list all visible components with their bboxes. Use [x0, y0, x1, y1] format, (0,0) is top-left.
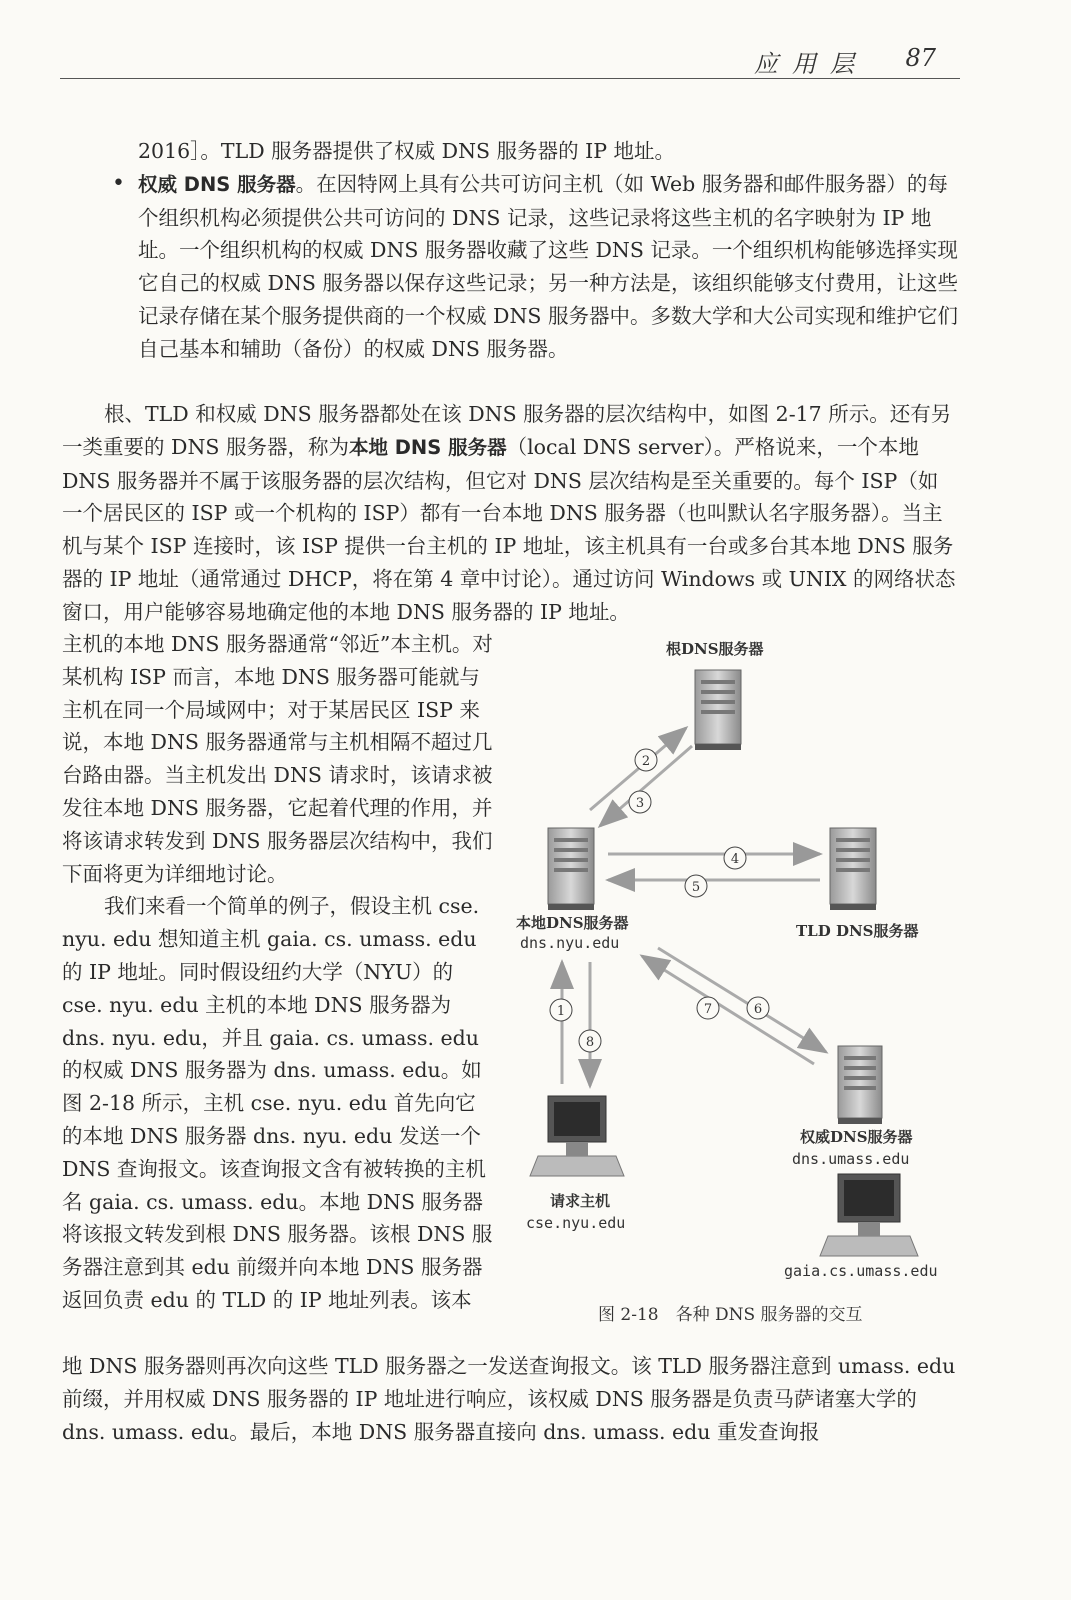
step-number-5: 5	[691, 880, 701, 895]
dns-diagram	[508, 628, 968, 1348]
para1-before: 根、TLD 和权威 DNS 服务器都处在该 DNS 服务器的层次结构中，如图 2-17 所示。还有另一类重要的 DNS 服务器，称为	[62, 402, 952, 459]
figure-caption: 图 2-18 各种 DNS 服务器的交互	[598, 1305, 863, 1325]
local-server-label: 本地DNS服务器	[516, 914, 629, 932]
bullet-item	[112, 168, 958, 366]
tld-server-label: TLD DNS服务器	[796, 922, 919, 940]
page-header	[60, 36, 960, 79]
left-paragraph-1: 主机的本地 DNS 服务器通常“邻近”本主机。对某机构 ISP 而言，本地 DNS 服务器可能就与主机在同一个局域网中；对于某居民区 ISP 来说，本地 DNS 服务器通常与主机相隔不超过几台路由器。当主机发出 DNS 请求时，该请求被发往本地 DNS 服务器，它起着代理的作用，并将该请求转发到 DNS 服务器层次结构中，我们下面将更为详细地讨论。	[62, 632, 493, 886]
target-host-name: gaia.cs.umass.edu	[784, 1262, 938, 1280]
root-server-label: 根DNS服务器	[666, 640, 764, 658]
local-server-host: dns.nyu.edu	[520, 934, 620, 952]
bullet-term: 权威 DNS 服务器	[138, 172, 296, 196]
auth-server-label: 权威DNS服务器	[800, 1128, 913, 1146]
para1-term: 本地 DNS 服务器	[348, 435, 507, 459]
arrow-step-6	[658, 948, 826, 1052]
requesting-host-label: 请求主机	[550, 1192, 611, 1210]
local-server-icon	[548, 828, 594, 910]
bullet-continuation: 2016］。TLD 服务器提供了权威 DNS 服务器的 IP 地址。	[138, 139, 676, 163]
tld-server-icon	[830, 828, 876, 910]
step-number-3: 3	[635, 796, 645, 811]
left-column	[62, 628, 494, 1317]
bullet-dot-icon: •	[112, 170, 125, 196]
para1-after: （local DNS server）。严格说来，一个本地 DNS 服务器并不属于该服务器的层次结构，但它对 DNS 层次结构是至关重要的。每个 ISP（如一个居民区的 ISP 或一个机构的 ISP）都有一台本地 DNS 服务器（也叫默认名字服务器）。当主机与某个 ISP 连接时，该 ISP 提供一台主机的 IP 地址，该主机具有一台或多台其本地 DNS 服务器的 IP 地址（通常通过 DHCP，将在第 4 章中讨论）。通过访问 Windows 或 UNIX 的网络状态窗口，用户能够容易地确定他的本地 DNS 服务器的 IP 地址。	[62, 434, 956, 624]
target-host-icon	[820, 1174, 918, 1256]
requesting-host-name: cse.nyu.edu	[526, 1214, 626, 1232]
arrow-step-7	[642, 956, 814, 1064]
left-paragraph-2: 我们来看一个简单的例子，假设主机 cse. nyu. edu 想知道主机 gaia. cs. umass. edu 的 IP 地址。同时假设纽约大学（NYU）的 cse. nyu. edu 主机的本地 DNS 服务器为 dns. nyu. edu，并且 gaia. cs. umass. edu 的权威 DNS 服务器为 dns. umass. edu。如图 2-18 所示，主机 cse. nyu. edu 首先向它的本地 DNS 服务器 dns. nyu. edu 发送一个 DNS 查询报文。该查询报文含有被转换的主机名 gaia. cs. umass. edu。本地 DNS 服务器将该报文转发到根 DNS 服务器。该根 DNS 服务器注意到其 edu 前缀并向本地 DNS 服务器返回负责 edu 的 TLD 的 IP 地址列表。该本	[62, 894, 493, 1312]
requesting-host-icon	[530, 1096, 624, 1176]
root-server-icon	[695, 670, 741, 750]
paragraph-local-dns	[62, 398, 958, 629]
auth-server-icon	[838, 1046, 882, 1124]
figure-2-18	[508, 628, 968, 1348]
bottom-paragraph: 地 DNS 服务器则再次向这些 TLD 服务器之一发送查询报文。该 TLD 服务器注意到 umass. edu 前缀，并用权威 DNS 服务器的 IP 地址进行响应，该权威 DNS 服务器是负责马萨诸塞大学的 dns. umass. edu。最后，本地 DNS 服务器直接向 dns. umass. edu 重发查询报	[62, 1354, 956, 1444]
bullet-block	[112, 135, 958, 366]
step-number-1: 1	[556, 1004, 566, 1019]
step-number-6: 6	[753, 1002, 763, 1017]
step-number-2: 2	[641, 754, 651, 769]
bullet-text: 。在因特网上具有公共可访问主机（如 Web 服务器和邮件服务器）的每个组织机构必须提供公共可访问的 DNS 记录，这些记录将这些主机的名字映射为 IP 地址。一个组织机构的权威 DNS 服务器收藏了这些 DNS 记录。一个组织机构能够选择实现它自己的权威 DNS 服务器以保存这些记录；另一种方法是，该组织能够支付费用，让这些记录存储在某个服务提供商的一个权威 DNS 服务器中。多数大学和大公司实现和维护它们自己基本和辅助（备份）的权威 DNS 服务器。	[138, 171, 958, 361]
step-number-7: 7	[703, 1002, 713, 1017]
step-number-4: 4	[730, 852, 740, 867]
step-number-8: 8	[585, 1035, 595, 1050]
auth-server-host: dns.umass.edu	[792, 1150, 910, 1168]
section-title: 应用层	[754, 50, 868, 78]
page-number: 87	[905, 44, 936, 72]
